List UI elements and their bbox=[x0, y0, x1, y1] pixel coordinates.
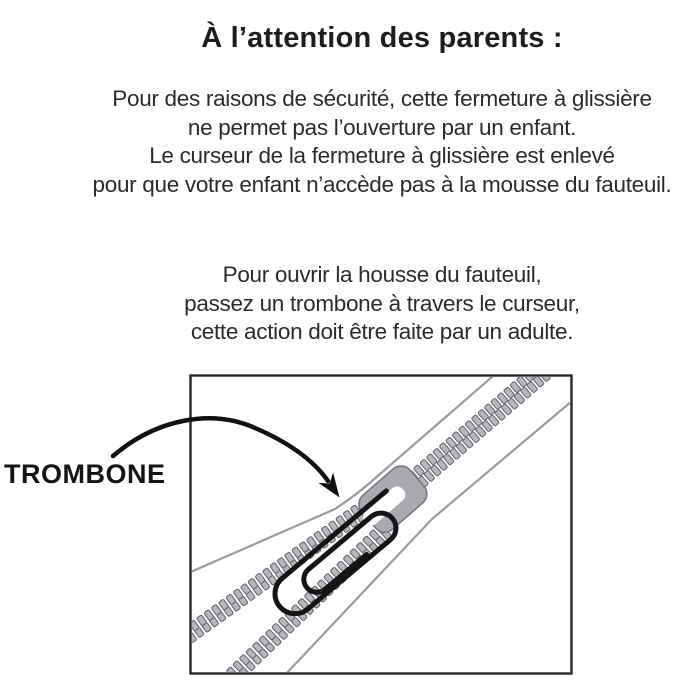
trombone-label: TROMBONE bbox=[4, 459, 166, 489]
safety-notice-line: Pour des raisons de sécurité, cette fermeture à glissière bbox=[112, 86, 652, 111]
safety-notice-line: pour que votre enfant n’accède pas à la mousse du fauteuil. bbox=[92, 171, 672, 197]
zipper-illustration bbox=[175, 359, 572, 683]
safety-notice-line: Le curseur de la fermeture à glissière est enlevé bbox=[149, 143, 615, 168]
opening-instructions-line: Pour ouvrir la housse du fauteuil, bbox=[222, 262, 542, 287]
arrow-icon bbox=[113, 418, 328, 481]
opening-instructions-line: passez un trombone à travers le curseur, bbox=[184, 290, 580, 316]
zipper-teeth-open-right bbox=[226, 523, 392, 683]
opening-instructions-line: cette action doit être faite par un adulte. bbox=[190, 319, 574, 344]
safety-notice-line: ne permet pas l’ouverture par un enfant. bbox=[187, 114, 577, 140]
page-title: À l’attention des parents : bbox=[201, 22, 563, 54]
